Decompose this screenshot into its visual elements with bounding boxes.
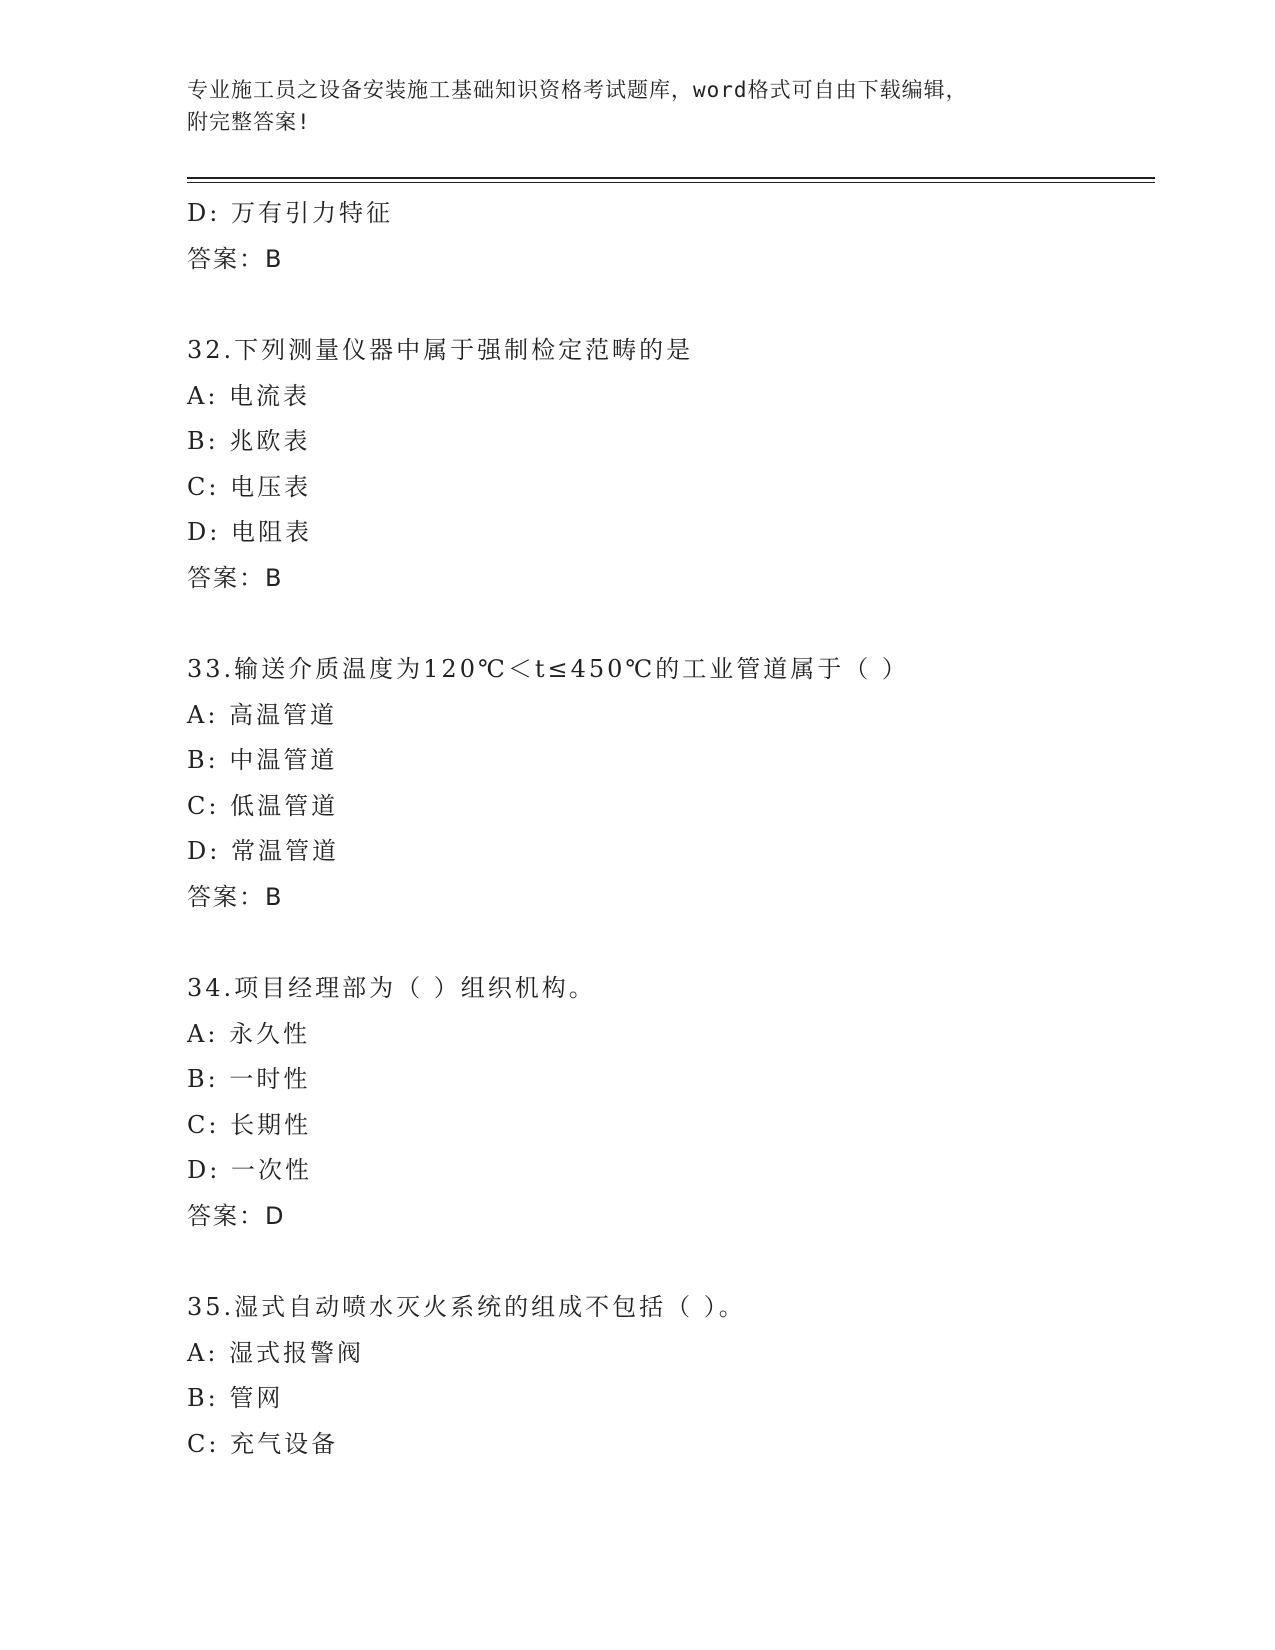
option-b: B: 中温管道 xyxy=(187,746,338,774)
question-stem: 35.湿式自动喷水灭火系统的组成不包括（ ）。 xyxy=(187,1293,746,1321)
question-35 xyxy=(187,1285,1147,1467)
question-list xyxy=(187,191,1147,1467)
option-d: D: 万有引力特征 xyxy=(187,199,393,227)
answer-line: 答案：B xyxy=(187,244,284,273)
question-stem: 32.下列测量仪器中属于强制检定范畴的是 xyxy=(187,336,694,364)
spacer xyxy=(187,920,1147,966)
question-31-tail xyxy=(187,191,1147,282)
answer-line: 答案：B xyxy=(187,563,284,592)
question-stem: 33.输送介质温度为120℃＜t≤450℃的工业管道属于（ ） xyxy=(187,655,909,683)
document-header xyxy=(187,74,1087,138)
option-b: B: 管网 xyxy=(187,1384,284,1412)
spacer xyxy=(187,282,1147,328)
question-32 xyxy=(187,328,1147,601)
option-c: C: 长期性 xyxy=(187,1110,312,1139)
question-stem: 34.项目经理部为（ ）组织机构。 xyxy=(187,974,596,1002)
answer-line: 答案：B xyxy=(187,882,284,911)
question-33 xyxy=(187,647,1147,920)
option-d: D: 电阻表 xyxy=(187,518,312,546)
option-c: C: 充气设备 xyxy=(187,1429,339,1458)
option-a: A: 湿式报警阀 xyxy=(187,1338,365,1367)
header-line-1: 专业施工员之设备安装施工基础知识资格考试题库，word格式可自由下载编辑， xyxy=(187,78,968,102)
option-a: A: 永久性 xyxy=(187,1019,311,1048)
header-divider-thick xyxy=(187,177,1155,179)
spacer xyxy=(187,1239,1147,1285)
spacer xyxy=(187,601,1147,647)
option-c: C: 电压表 xyxy=(187,472,312,501)
option-b: B: 一时性 xyxy=(187,1065,311,1093)
option-a: A: 高温管道 xyxy=(187,700,338,729)
answer-line: 答案：D xyxy=(187,1201,286,1230)
header-divider-thin xyxy=(187,182,1155,183)
option-b: B: 兆欧表 xyxy=(187,427,311,455)
option-c: C: 低温管道 xyxy=(187,791,339,820)
option-d: D: 常温管道 xyxy=(187,837,339,865)
option-a: A: 电流表 xyxy=(187,381,311,410)
header-line-2: 附完整答案! xyxy=(187,110,311,134)
option-d: D: 一次性 xyxy=(187,1156,312,1184)
question-34 xyxy=(187,966,1147,1239)
